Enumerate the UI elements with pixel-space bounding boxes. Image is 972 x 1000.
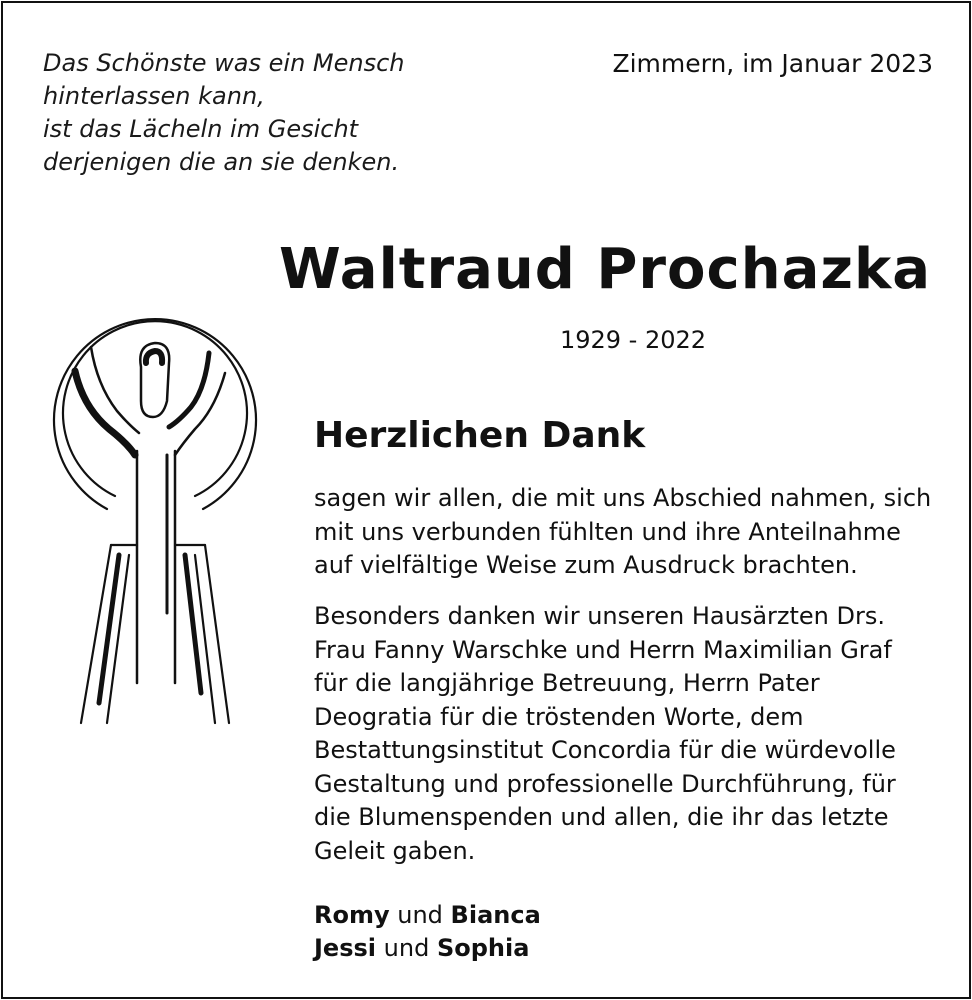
paragraph-line: Deogratia für die tröstenden Worte, dem: [314, 702, 804, 731]
memorial-quote: [43, 47, 463, 179]
signer-name: Jessi: [314, 934, 377, 962]
signer-conjunction: und: [389, 901, 451, 929]
signer-conjunction: und: [376, 934, 437, 962]
life-years: 1929 - 2022: [559, 326, 707, 354]
paragraph-line: sagen wir allen, die mit uns Abschied nahmen, sich: [314, 484, 932, 512]
thanks-paragraph: [314, 482, 954, 583]
quote-line: hinterlassen kann,: [43, 82, 265, 110]
place-date: Zimmern, im Januar 2023: [612, 49, 933, 78]
risen-figure-emblem-icon: [45, 283, 269, 733]
paragraph-line: die Blumenspenden und allen, die ihr das letzte: [314, 803, 889, 831]
deceased-name: Waltraud Prochazka: [279, 237, 931, 302]
signer-name: Bianca: [450, 901, 541, 929]
signer-line: [314, 932, 541, 965]
paragraph-line: Gestaltung und professionelle Durchführung, für: [314, 769, 896, 798]
signer-name: Romy: [314, 901, 390, 929]
paragraph-line: mit uns verbunden fühlten und ihre Anteilnahme: [314, 517, 901, 546]
thanks-heading: Herzlichen Dank: [314, 415, 646, 456]
paragraph-line: Besonders danken wir unseren Hausärzten Drs.: [314, 602, 885, 630]
quote-line: ist das Lächeln im Gesicht: [43, 115, 359, 143]
quote-line: derjenigen die an sie denken.: [43, 148, 400, 176]
paragraph-line: für die langjährige Betreuung, Herrn Pater: [314, 669, 820, 697]
quote-line: Das Schönste was ein Mensch: [43, 49, 405, 77]
signer-name: Sophia: [436, 934, 530, 962]
paragraph-line: auf vielfältige Weise zum Ausdruck brachten.: [314, 551, 858, 579]
paragraph-line: Bestattungsinstitut Concordia für die würdevolle: [314, 736, 896, 764]
signer-line: [314, 899, 541, 932]
paragraph-line: Geleit gaben.: [314, 836, 476, 865]
special-thanks-paragraph: [314, 600, 954, 868]
signers: [314, 899, 541, 965]
paragraph-line: Frau Fanny Warschke und Herrn Maximilian Graf: [314, 635, 892, 664]
obituary-notice: [1, 1, 971, 999]
